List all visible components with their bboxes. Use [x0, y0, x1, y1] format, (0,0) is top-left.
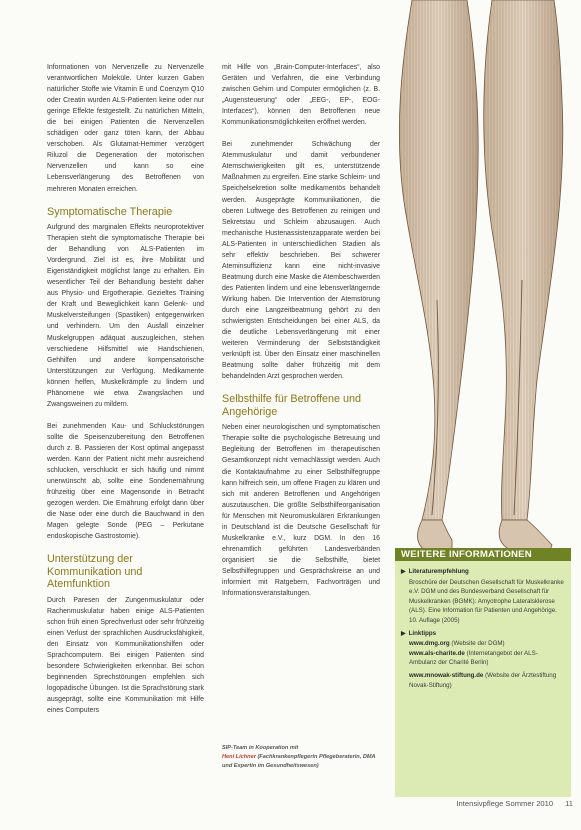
- author-credit: [222, 744, 382, 771]
- left-leg-fibers: [399, 0, 478, 520]
- page-footer: [453, 799, 573, 808]
- literature-text: Broschüre der Deutschen Gesellschaft für Muskelkranke e.V. DGM und des Bundesverband Gesellschaft für Muskelkranken (BGMK): Amyotrophe Lateralsklerose (ALS). Eine Information für Patienten und Angehörige. 10. Auflage (2005): [409, 578, 564, 624]
- section-heading-symptomatic-therapy: Symptomatische Therapie: [47, 205, 173, 218]
- credit-line-1: SIP-Team in Kooperation mit: [222, 745, 299, 751]
- paragraph: Informationen von Nervenzelle zu Nervenzelle verantwortlichen Moleküle. Unter kurzen Gaben natürlicher Stoffe wie Vitamin E und Coenzym Q10 oder Creatin wurden ALS-Patienten keine oder nur geringe Effekte festgestellt. Zu natürlichen Mitteln, die bei einigen Patienten die Nervenzellen schädigen oder ganz töten kann, der Abbau verschoben. Als Glutamat-Hemmer verzögert Riluzol die Degeneration der motorischen Nervenzellen und kann so eine Lebensverlängerung des Betroffenen von mehreren Monaten erreichen.: [47, 64, 204, 193]
- links-heading: [401, 629, 565, 640]
- page-number: 11: [565, 799, 573, 808]
- link-desc: (Website der DGM): [451, 640, 505, 648]
- link-item-nowak: [409, 671, 565, 690]
- link-item-charite: [409, 649, 565, 668]
- link-dgm[interactable]: www.dmg.org: [409, 640, 450, 648]
- info-box: [395, 548, 571, 797]
- info-box-title: WEITERE INFORMATIONEN: [395, 548, 571, 561]
- section-heading-self-help: Selbsthilfe für Betroffene und Angehörige: [222, 393, 362, 418]
- paragraph: Neben einer neurologischen und symptomatischen Therapie sollte die psychologische Betreuung und Begleitung der Betroffenen im therapeutischen Gesamtkonzept nicht vernachlässigt werden. Auch die Kontaktaufnahme zu einer Selbsthilfegruppe kann hilfreich sein, um offene Fragen zu klären und sich mit anderen Betroffenen und Angehörigen auszutauschen. Die größte Selbsthilfeorganisation für Menschen mit Neuromuskulären Erkrankungen in Deutschland ist die Deutsche Gesellschaft für Muskelkranke e.V., kurz DGM. In den 16 ehrenamtlich geführten Landesverbänden organisiert sie die Selbsthilfe, bietet Selbsthilfegruppen und Gesprächskreise an und informiert mit Ratgebern, Fachvorträgen und Informationsveranstaltungen.: [222, 424, 380, 598]
- triangle-bullet-icon: ▶: [401, 569, 406, 575]
- right-leg-fibers: [484, 0, 563, 520]
- link-item-dgm: [409, 639, 565, 649]
- text-column-left: [47, 62, 204, 727]
- leg-muscle-illustration: [382, 0, 581, 560]
- link-charite[interactable]: www.als-charite.de: [409, 649, 465, 657]
- link-nowak[interactable]: www.mnowak-stiftung.de: [409, 671, 484, 679]
- links-heading-label: Linktipps: [408, 629, 437, 637]
- section-heading-communication: Unterstützung der Kommunikation und Atemfunktion: [47, 553, 143, 591]
- paragraph: Durch Paresen der Zungenmuskulatur oder Rachenmuskulatur haben einige ALS-Patienten schon früh einen Sprechverlust oder sehr frühzeitig einen Verlust der sprachlichen Ausdrucksfähigkeit, den Einsatz von Kommunikationshilfen oder Sprachcomputern. Bei einigen Patienten sind besondere Schwierigkeiten erkennbar. Bei schon beginnenden Sprechstörungen empfehlen sich logopädische Übungen. Ist die Sprachstörung stark ausgeprägt, sollte eine Kommunikation mit Hilfe eines Computers: [47, 596, 204, 715]
- literature-heading: [401, 567, 565, 578]
- link-desc: (Website der Ärztestiftung Novak-Stiftung): [409, 671, 557, 689]
- paragraph: mit Hilfe von „Brain-Computer-Interfaces“, also Geräten und Verfahren, die eine Verbindung zwischen Gehirn und Computer ermöglichen (z. B. „Augensteuerung“ oder „EEG-, EP-, EOG-Interfaces“), können den Betroffenen neue Kommunikationsmöglichkeiten eröffnet werden.: [222, 64, 380, 127]
- magazine-name: Intensivpflege Sommer 2010: [456, 799, 554, 808]
- paragraph: Bei zunehmenden Kau- und Schluckstörungen sollte die Speisenzubereitung den Betroffenen durch z. B. Passieren der Kost optimal angepasst werden. Kann der Patient nicht mehr ausreichend schlucken, verschluckt er sich häufig und nimmt unerwünscht ab, sollte eine Sondenernährung frühzeitig über eine Magensonde in Betracht gezogen werden. Die Ernährung erfolgt dann über die Nase oder eine durch die Bauchwand in den Magen gelegte Sonde (PEG – Perkutane endoskopische Gastrostomie).: [47, 422, 204, 541]
- paragraph: Aufgrund des marginalen Effekts neuroprotektiver Therapien steht die symptomatische Therapie bei der Behandlung von ALS-Patienten im Vordergrund. Ziel ist es, ihre Mobilität und Eigenständigkeit möglichst lange zu erhalten. Ein wesentlicher Teil der Behandlung besteht daher aus Physio- und Ergotherapie. Gezieltes Training der Kraft und Beweglichkeit kann Gelenk- und Muskelversteifungen (Spastiken) entgegenwirken und verhindern. Um den Ausfall einzelner Muskelgruppen adäquat auszugleichen, stehen verschiedene Hilfsmittel wie Handschienen, Gehhilfen und andere kompensatorische Unterstützungen zur Verfügung. Medikamente können helfen, Muskelkrämpfe zu lindern und Phänomene wie etwa Zwangslachen und Zwangsweinen zu mildern.: [47, 224, 204, 408]
- literature-heading-label: Literaturempfehlung: [408, 568, 469, 575]
- link-desc: (Internetangebot der ALS-Ambulanz der Charité Berlin): [409, 649, 538, 667]
- paragraph: Bei zunehmender Schwächung der Atemmuskulatur und damit verbundener Atemschwierigkeiten gilt es, unterstützende Maßnahmen zu ergreifen. Eine starke Schleim- und Speichelsekretion sollte medikamentös behandelt werden. Ausgeprägte Kommunikationen, die oberen Luftwege des Betroffenen zu reinigen und Sekretstau und Schleim abzusaugen. Auch mechanische Hustenassistenzapparate werden bei ALS-Patienten in unterschiedlichen Stadien als sehr effektiv beschrieben. Bei schwerer Ateminsuffizienz kann eine nicht-invasive Beatmung durch eine Maske die Atembeschwerden des Patienten lindern und eine lebensverlängernde Wirkung haben. Die Intervention der Atemstörung durch eine Langzeitbeatmung gehört zu den schwierigsten Entscheidungen bei einer ALS, da die deutliche Lebensverlängerung mit einer weiteren Verminderung der Selbstständigkeit verknüpft ist. Über den Einsatz einer maschinellen Beatmung sollte daher frühzeitig mit dem behandelnden Arzt gesprochen werden.: [222, 141, 380, 381]
- text-column-middle: [222, 62, 380, 610]
- credit-line-2: Heni Lichner (Fachkrankenpflegerin Pflegeberaterin, DMA und Expertin im Gesundheitswesen): [222, 754, 376, 769]
- triangle-bullet-icon: ▶: [401, 630, 406, 637]
